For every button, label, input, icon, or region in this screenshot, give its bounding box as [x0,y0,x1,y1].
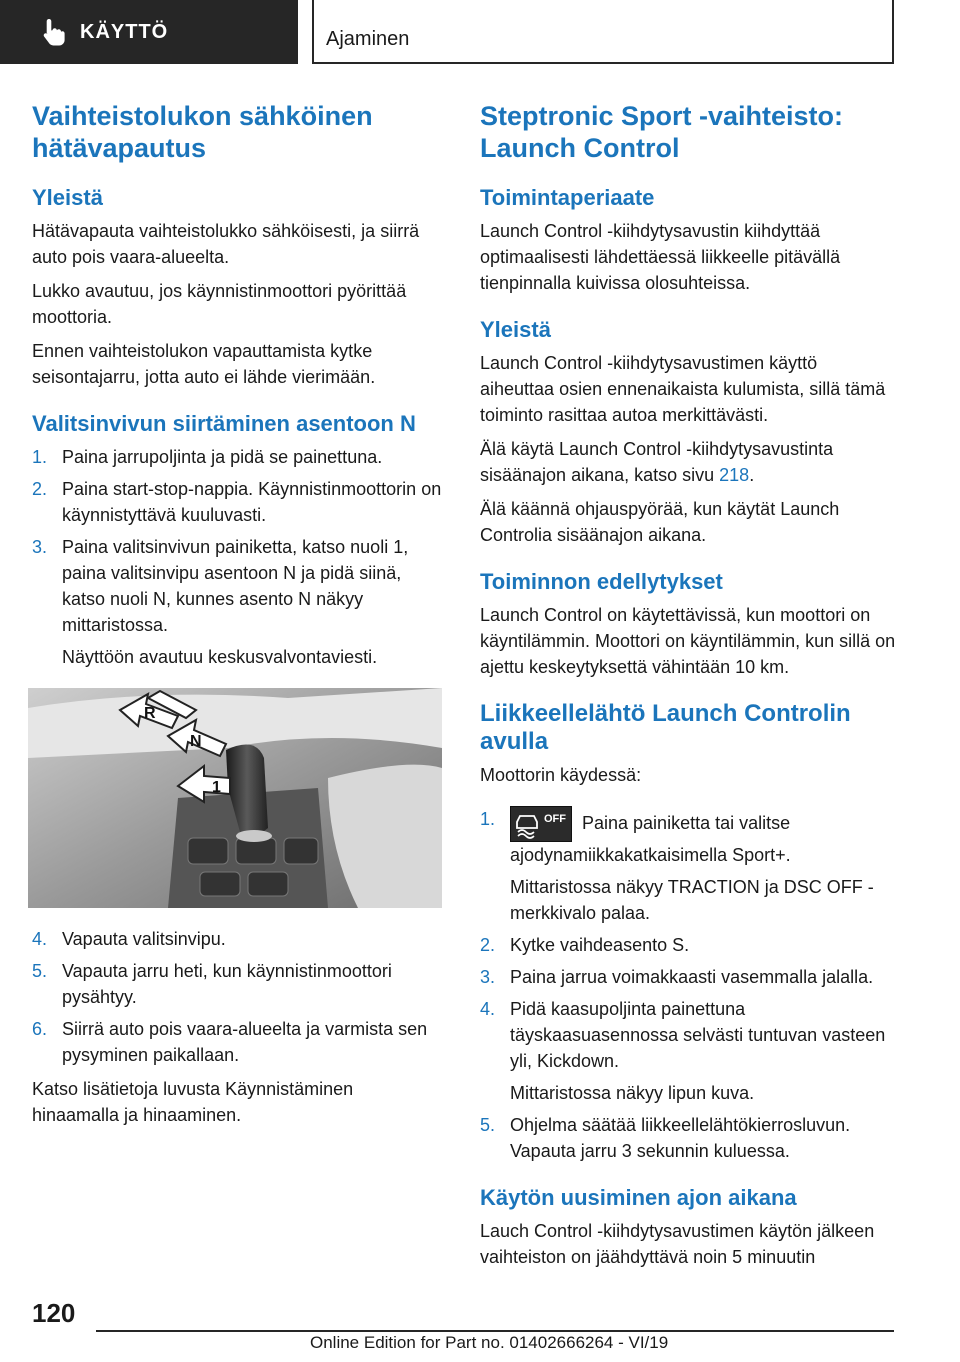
chapter-title: KÄYTTÖ [80,20,169,43]
list-item: 4. Pidä kaasupoljinta painettuna täyskaasuasennossa selvästi tuntuvan vasteen yli, Kickdown. Mittaristossa näkyy lipun kuva. [480,999,886,1103]
left-general-heading: Yleistä [32,185,103,210]
list-item: 1. OFF Paina painiketta tai valitse ajodynamiikkakatkaisimella Sport+. Mittaristossa näkyy TRACTION ja DSC OFF -merkkivalo palaa. [480,806,896,926]
left-general-p1: Hätävapauta vaihteistolukko sähköisesti, ja siirrä auto pois vaara-alueelta. [32,221,420,267]
move-heading: Valitsinvivun siirtäminen asentoon N [32,411,416,436]
right-general-p2: Älä käytä Launch Control -kiihdytysavustinta sisäänajon aikana, katso sivu 218. [480,439,834,485]
list-item: 2. Paina start-stop-nappia. Käynnistinmoottorin on käynnistyttävä kuuluvasti. [32,479,442,525]
section-header [312,0,894,64]
list-item: 3. Paina jarrua voimakkaasti vasemmalla jalalla. [480,967,874,987]
list-item: 3. Paina valitsinvivun painiketta, katso nuoli 1, paina valitsinvipu asentoon N ja pidä siinä, katso nuoli N, kunnes asento N näkyy mittaristossa. Näyttöön avautuu keskusvalvontaviesti. [32,537,409,667]
list-item: 6. Siirrä auto pois vaara-alueelta ja varmista sen pysyminen paikallaan. [32,1019,428,1065]
arrow-label-r: R [144,705,156,722]
chapter-tab [0,0,298,64]
list-item: 2. Kytke vaihdeasento S. [480,935,690,955]
req-p: Launch Control on käytettävissä, kun moottori on käyntilämmin. Moottori on käyntilämmin, kun sillä on ajettu keskeytyksettä vähintään 10 km. [480,605,896,677]
start-intro: Moottorin käydessä: [480,765,642,785]
dsc-off-button-icon [510,806,572,842]
section-title: Ajaminen [326,28,410,50]
page-link[interactable]: 218 [719,465,750,485]
start-heading: Liikkeellelähtö Launch Controlin avulla [480,700,851,755]
list-item: 4. Vapauta valitsinvipu. [32,929,226,949]
footer-divider [96,1330,894,1332]
steps-list-b [32,926,444,1068]
principle-p: Launch Control -kiihdytysavustin kiihdyttää optimaalisesti lähdettäessä liikkeelle pitävällä tienpinnalla kuivissa olosuhteissa. [480,221,841,293]
left-general-p3: Ennen vaihteistolukon vapauttamista kytke seisontajarru, jotta auto ei lähde vierimään. [32,341,376,387]
arrow-label-1: 1 [212,779,221,796]
page-number: 120 [32,1298,76,1328]
right-column [480,100,896,1278]
reuse-heading: Käytön uusiminen ajon aikana [480,1185,797,1210]
gear-selector-image [28,688,442,908]
right-general-p3: Älä käännä ohjauspyörää, kun käytät Launch Controlia sisäänajon aikana. [480,499,840,545]
left-column [32,100,444,1136]
req-heading: Toiminnon edellytykset [480,569,723,594]
left-title: Vaihteistolukon sähköinen hätävapautus [32,101,373,163]
hand-pointer-icon [38,16,70,48]
principle-heading: Toimintaperiaate [480,185,655,210]
footer-edition: Online Edition for Part no. 01402666264 - VI/19 [310,1333,669,1352]
left-closing: Katso lisätietoja luvusta Käynnistäminen hinaamalla ja hinaaminen. [32,1079,354,1125]
reuse-p: Lauch Control -kiihdytysavustimen käytön jälkeen vaihteiston on jäähdyttävä noin 5 minuutin [480,1221,875,1267]
svg-text:OFF: OFF [544,813,566,825]
launch-steps-list [480,806,896,1164]
right-general-p1: Launch Control -kiihdytysavustimen käyttö aiheuttaa osien ennenaikaista kulumista, sillä tämä toiminto rasittaa autoa merkittävästi. [480,353,886,425]
right-title: Steptronic Sport -vaihteisto: Launch Control [480,101,844,163]
steps-list-a [32,444,444,670]
list-item: 5. Ohjelma säätää liikkeellelähtökierrosluvun. Vapauta jarru 3 sekunnin kuluessa. [480,1115,851,1161]
left-general-p2: Lukko avautuu, jos käynnistinmoottori pyörittää moottoria. [32,281,407,327]
arrow-label-n: N [190,733,202,750]
list-item: 5. Vapauta jarru heti, kun käynnistinmoottori pysähtyy. [32,961,392,1007]
list-item: 1. Paina jarrupoljinta ja pidä se painettuna. [32,447,383,467]
right-general-heading: Yleistä [480,317,551,342]
